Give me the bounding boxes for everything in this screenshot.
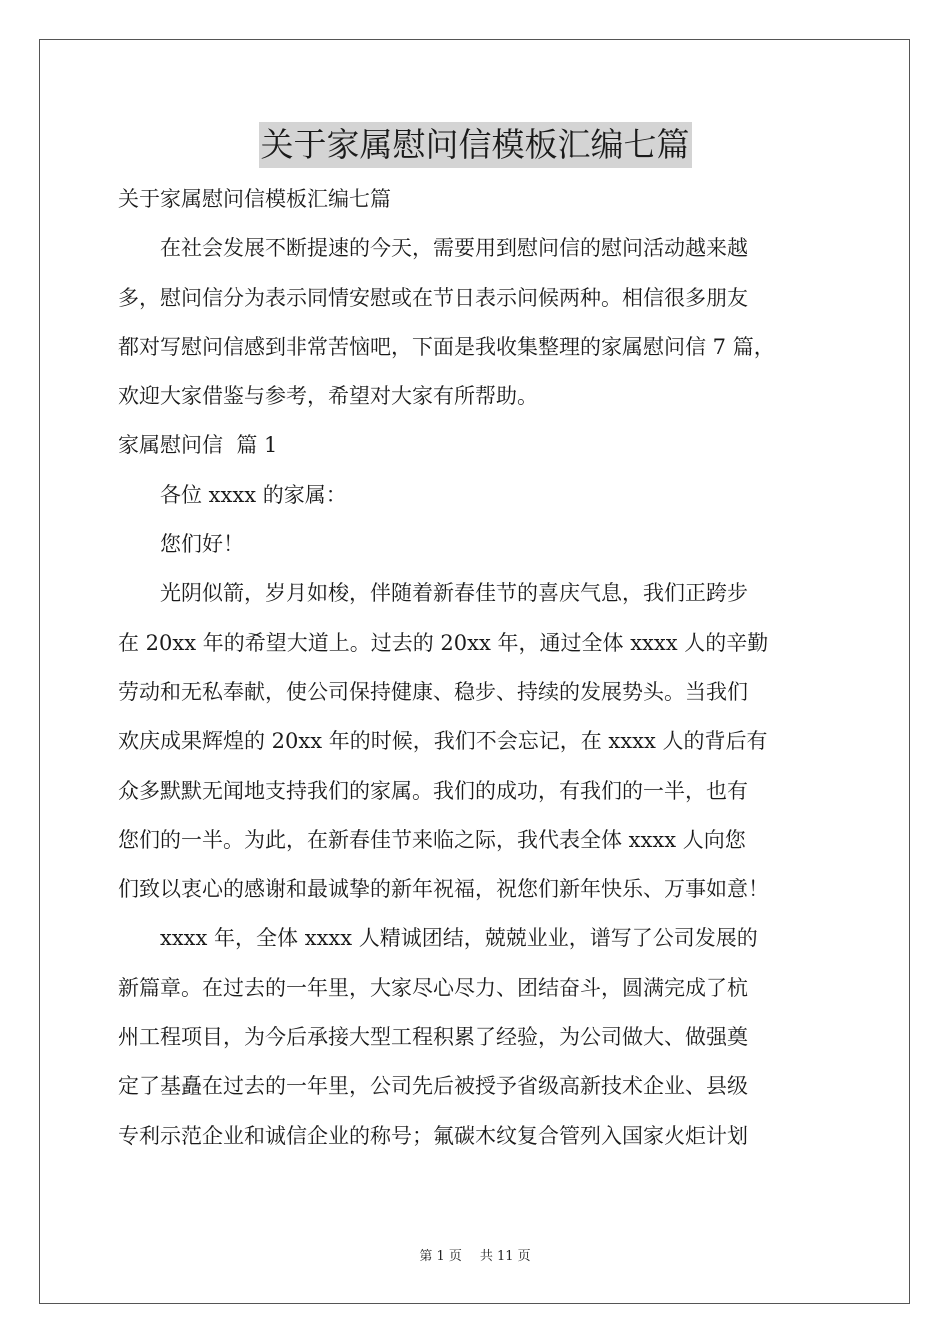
document-title: 关于家属慰问信模板汇编七篇 — [259, 122, 692, 168]
document-subtitle: 关于家属慰问信模板汇编七篇 — [118, 187, 391, 211]
page-total: 共 11 页 — [479, 1249, 531, 1264]
paragraph-line: xxxx 年，全体 xxxx 人精诚团结，兢兢业业，谱写了公司发展的 — [160, 926, 758, 951]
paragraph-line: 们致以衷心的感谢和最诚挚的新年祝福，祝您们新年快乐、万事如意！ — [118, 877, 769, 902]
intro-line: 都对写慰问信感到非常苦恼吧，下面是我收集整理的家属慰问信 7 篇， — [118, 334, 775, 359]
paragraph-line: 您们的一半。为此，在新春佳节来临之际，我代表全体 xxxx 人向您 — [118, 827, 746, 852]
paragraph-line: 专利示范企业和诚信企业的称号；氟碳木纹复合管列入国家火炬计划 — [118, 1123, 748, 1148]
body-paragraph-2 — [118, 914, 838, 1160]
paragraph-line: 在 20xx 年的希望大道上。过去的 20xx 年，通过全体 xxxx 人的辛勤 — [118, 630, 769, 655]
paragraph-line: 劳动和无私奉献，使公司保持健康、稳步、持续的发展势头。当我们 — [118, 679, 748, 704]
title-container — [0, 122, 950, 168]
page-number: 第 1 页 — [419, 1249, 462, 1264]
paragraph-line: 州工程项目，为今后承接大型工程积累了经验，为公司做大、做强奠 — [118, 1025, 748, 1050]
intro-line: 欢迎大家借鉴与参考，希望对大家有所帮助。 — [118, 384, 538, 409]
intro-line: 多，慰问信分为表示同情安慰或在节日表示问候两种。相信很多朋友 — [118, 285, 748, 310]
paragraph-line: 定了基矗在过去的一年里，公司先后被授予省级高新技术企业、县级 — [118, 1074, 748, 1099]
document-body — [118, 175, 838, 1161]
salutation: 各位 xxxx 的家属： — [160, 482, 347, 507]
paragraph-line: 光阴似箭，岁月如梭，伴随着新春佳节的喜庆气息，我们正跨步 — [160, 581, 748, 606]
body-paragraph-1 — [118, 569, 838, 914]
paragraph-line: 新篇章。在过去的一年里，大家尽心尽力、团结奋斗，圆满完成了杭 — [118, 975, 748, 1000]
intro-paragraph — [118, 224, 838, 421]
intro-line: 在社会发展不断提速的今天，需要用到慰问信的慰问活动越来越 — [160, 236, 748, 261]
page-footer — [0, 1245, 950, 1264]
greeting: 您们好！ — [160, 532, 244, 557]
paragraph-line: 众多默默无闻地支持我们的家属。我们的成功，有我们的一半，也有 — [118, 778, 748, 803]
paragraph-line: 欢庆成果辉煌的 20xx 年的时候，我们不会忘记，在 xxxx 人的背后有 — [118, 729, 768, 754]
section-heading: 家属慰问信 篇 1 — [118, 433, 278, 458]
